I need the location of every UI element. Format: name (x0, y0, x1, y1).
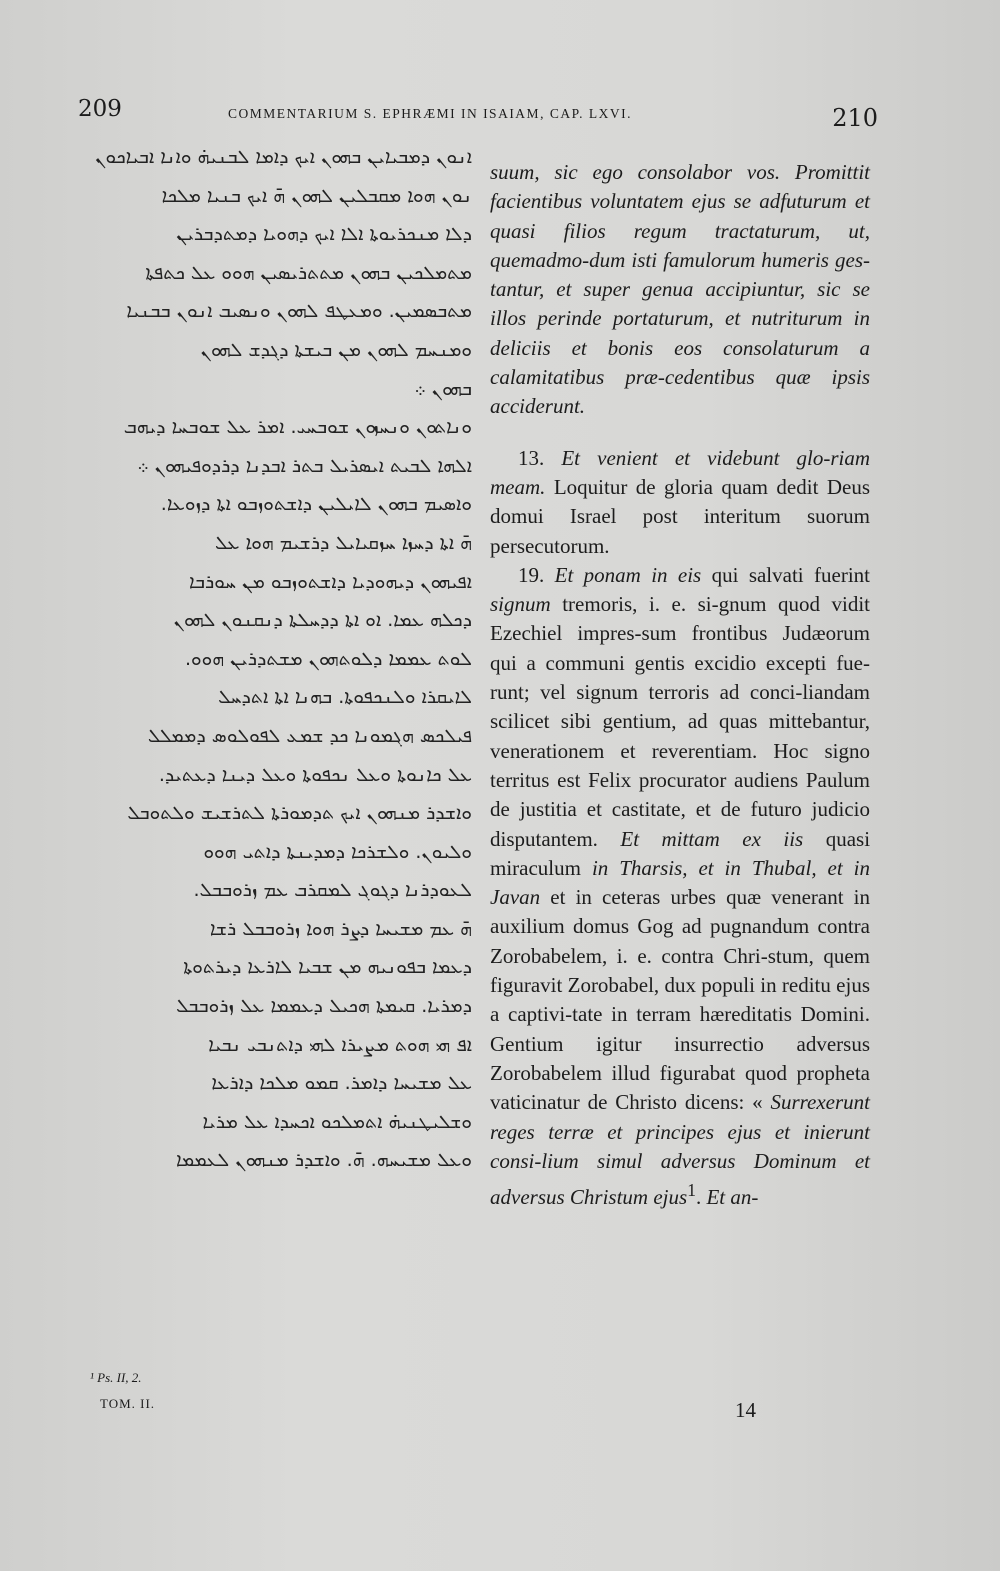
latin-column (490, 158, 870, 1212)
syriac-line: ܘܥܠ ܡܫܝܚܗ. ܗ̄. ܘܐܫܕܪ ܡܢܗܘܢ ܠܥܡܡܐ (175, 1149, 472, 1172)
latin-text: . (695, 1185, 702, 1210)
signature-number: 14 (735, 1398, 756, 1422)
syriac-line: ܠܐܝܩܪܐ ܘܠܢܟܦܘܬܐ. ܒܗܢܐ ܐܬܐ ܐܬܕܚܠ (218, 686, 472, 709)
latin-italic: Surrexerunt reges terræ et principes ejus et inierunt consi-lium simul adversus Dominum et adversus Christum ejus (490, 1090, 870, 1210)
latin-paragraph (490, 158, 870, 422)
syriac-line: ܡܬܡܠܟܝܢ ܒܗܘܢ ܡܬܬܪܝܣܝܢ ܗܘܘ ܥܠ ܟܬܦܬܐ (145, 261, 472, 284)
footnote-ref: ¹ Ps. II, 2. (90, 1370, 142, 1385)
latin-text: qui salvati fuerint (711, 562, 870, 587)
syriac-line: ܦܝܠܟܣ ܗܓܡܘܢܐ ܟܕ ܫܡܥ ܠܦܘܠܘܣ ܕܡܡܠܠ (147, 724, 472, 747)
syriac-line: ܕܥܡܐ ܒܦܘܢܝܗ ܡܢ ܫܒܝܐ ܠܐܪܥܐ ܕܝܪܬܘܬܐ (183, 956, 472, 979)
footnote-marker: 1 (687, 1180, 696, 1201)
latin-text: et in ceteras urbes quæ venerant in auxilium domus Gog ad pugnandum contra Zorobabelem, i. e. contra Chri-stum, quem figuravit Zorobabel, dux populi in reditu ejus a captivi-tate in terram hæreditatis Domini. Gentium igitur insurrectio adversus Zorobabelem illud figurabat quod propheta vaticinatur de Christo dicens: « (490, 885, 871, 1115)
syriac-line: ܒܗܘܢ ܀ (414, 377, 472, 400)
syriac-line: ܠܥܘܕܪܢܐ ܕܓܘܓ ܠܡܩܪܒ ܥܡ ܙܪܘܒܒܠ. (193, 879, 472, 902)
syriac-line: ܘܫܠܝܛܢܝܗ̇ ܐܬܡܠܟܘ ܐܟܚܕܐ ܥܠ ܡܪܝܐ (202, 1110, 472, 1133)
syriac-line: ܡܬܒܣܡܝܢ. ܘܡܥܛܦ ܠܗܘܢ ܘܢܣܝܒ ܐܢܘܢ ܒܒܢܝܐ (126, 300, 472, 323)
syriac-line: ܘܐܫܕܪ ܡܢܗܘܢ ܐܝܟ ܬܕܡܘܪܬܐ ܠܬܪܫܝܫ ܘܠܬܘܒܠ (127, 802, 472, 825)
signature-mark: TOM. II. (100, 1396, 156, 1411)
syriac-line: ܥܠ ܟܐܢܘܬܐ ܘܥܠ ܢܟܦܘܬܐ ܘܥܠ ܕܝܢܐ ܕܥܬܝܕ. (158, 763, 472, 786)
latin-text: quasi miraculum (490, 826, 871, 880)
syriac-line: ܥܠ ܡܫܝܚܐ ܕܐܡܪ. ܩܡܘ ܡܠܟܐ ܕܐܪܥܐ (211, 1072, 472, 1095)
latin-italic: Et venient et videbunt glo-riam meam. (490, 445, 871, 499)
latin-paragraph (490, 561, 870, 1213)
syriac-line: ܠܘܬ ܥܡܡܐ ܕܠܘܬܗܘܢ ܡܫܬܕܪܝܢ ܗܘܘ. (184, 647, 472, 670)
latin-text: Loquitur de gloria quam dedit Deus domui Israel post interitum suorum persecutorum. (490, 474, 870, 558)
syriac-line: ܘܢܐܬܘܢ ܘܢܚܙܘܢ ܫܘܒܚܝ. ܐܡܪ ܥܠ ܫܘܒܚܐ ܕܝܗܒ (123, 416, 472, 439)
syriac-line: ܕܠܐ ܡܢܟܪܝܘܬܐ ܐܠܐ ܐܝܟ ܕܗܘܝܐ ܕܡܬܕܒܪܝܢ (176, 223, 472, 246)
page-number-right: 210 (832, 104, 878, 132)
latin-italic: Et ponam in eis (554, 562, 702, 587)
syriac-line: ܘܐܣܝܡ ܒܗܘܢ ܠܐܝܠܝܢ ܕܐܫܬܘܙܒܘ ܐܬܐ ܕܙܘܥܐ. (160, 493, 472, 516)
latin-text: tremoris, i. e. si-gnum quod vidit Ezechiel impres-sum frontibus Judæorum qui a communi gentis excidio excepti fue-runt; vel signum terroris ad conci-liandam scilicet sibi gentium, ad quas mittebantur, venerationem et reverentiam. Hoc signo territus est Felix procurator audiens Paulum de justitia et castitate, et de futuro judicio disputantem. (490, 592, 870, 851)
syriac-line: ܘܡܢܚܡ ܠܗܘܢ ܡܢ ܒܝܫܬܐ ܕܓܕܫ ܠܗܘܢ (200, 338, 472, 361)
page-number-left: 209 (78, 96, 122, 122)
syriac-line: ܐܦܝܗܘܢ ܕܝܗܘܕܝܐ ܕܐܫܬܘܙܒܘ ܡܢ ܚܘܪܒܐ (189, 570, 472, 593)
page-header (78, 96, 878, 136)
syriac-line: ܢܘܢ ܗܘܐ ܡܩܒܠܝܢ ܠܗܘܢ ܗ̄ ܐܝܟ ܒܢܝܐ ܡܠܟܐ (161, 184, 472, 207)
running-title: COMMENTARIUM S. EPHRÆMI IN ISAIAM, CAP. LXVI. (228, 106, 632, 121)
syriac-line: ܗ̄ ܐܬܐ ܕܚܙܐ ܚܙܩܝܐܝܠ ܕܪܫܝܡ ܗܘܐ ܥܠ (215, 531, 472, 554)
latin-paragraph (490, 444, 870, 561)
footnote (90, 1368, 142, 1388)
latin-italic: signum (490, 592, 551, 617)
syriac-line: ܐܦ ܗܝ ܗܘܬ ܡܨܝܪܐ ܠܗܝ ܕܐܬܢܒܝ ܢܒܝܐ (208, 1033, 472, 1056)
latin-italic: in Tharsis, et in Thubal, et in Javan (490, 855, 871, 910)
verse-number: 13. (518, 445, 545, 470)
latin-italic: Et mittam ex iis (620, 826, 804, 851)
verse-number: 19. (518, 562, 545, 587)
syriac-line: ܐܢܘܢ ܕܡܒܝܐܝܢ ܒܗܘܢ ܐܝܟ ܕܐܡܐ ܠܒܢܝܗ̇ ܘܐܢܐ ܐܒܝܐܟܘܢ (95, 146, 472, 168)
latin-italic: Et an- (706, 1185, 759, 1210)
syriac-line: ܕܟܠܗ ܥܡܐ. ܐܘ ܐܬܐ ܕܕܚܠܬܐ ܕܢܩܢܘܢ ܠܗܘܢ (173, 609, 472, 632)
syriac-line: ܕܡܪܝܐ. ܩܝܡܬܐ ܗܟܝܠ ܕܥܡܡܐ ܥܠ ܙܪܘܒܒܠ (176, 995, 472, 1018)
syriac-column (64, 138, 472, 1180)
latin-text: suum, sic ego consolabor vos. Promittit facientibus voluntatem ejus se adfuturum et quasi filios regum tractaturum, ut, quemadmo-dum isti famulorum humeris ges-tantur, et super genua accipiuntur, sic se illos perinde portaturum, et nutriturum in deliciis et bonis eos consolaturum a calamitatibus præ-cedentibus quæ ipsis acciderunt. (490, 160, 870, 419)
syriac-line: ܘܠܝܘܢ. ܘܠܫܪܟܐ ܕܡܕܝܢܬܐ ܕܐܬܝ ܗܘܘ (203, 840, 472, 863)
syriac-line: ܗ̄ ܥܡ ܡܫܝܚܐ ܕܨܪ ܗܘܐ ܙܪܘܒܒܠ ܪܫܐ (209, 917, 472, 940)
syriac-line: ܐܠܗܐ ܠܒܝܬ ܐܝܣܪܝܠ ܒܬܪ ܐܒܕܢܐ ܕܪܕܘܦܝܗܘܢ ܀ (137, 454, 472, 477)
